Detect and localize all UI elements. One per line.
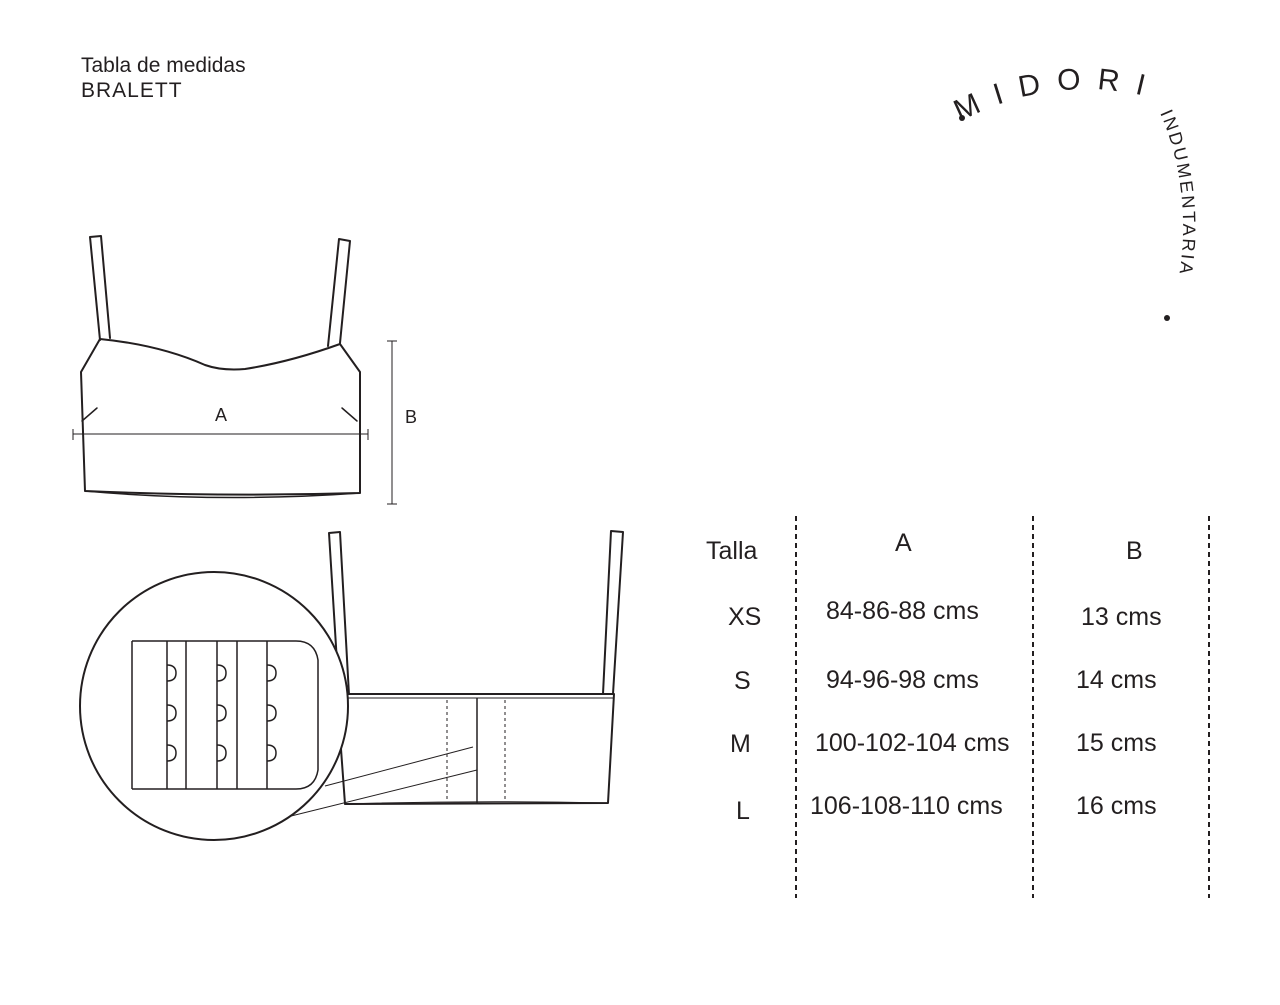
front-left-strap xyxy=(90,236,110,340)
row-b: 16 cms xyxy=(1076,792,1157,820)
front-right-strap xyxy=(328,239,350,346)
svg-text:MIDORI xyxy=(949,63,1164,128)
header-a: A xyxy=(895,529,912,557)
back-body-outline xyxy=(337,694,614,804)
front-dart-right xyxy=(342,408,357,421)
page-title: Tabla de medidas xyxy=(81,54,246,77)
row-a: 94-96-98 cms xyxy=(826,666,979,694)
back-closure xyxy=(447,698,505,803)
table-dividers xyxy=(796,516,1209,898)
hook-and-eye-detail xyxy=(80,572,348,840)
row-a: 106-108-110 cms xyxy=(810,792,1003,820)
row-size: S xyxy=(734,667,751,695)
header-size: Talla xyxy=(706,537,758,565)
back-right-strap xyxy=(603,531,623,694)
front-dart-left xyxy=(82,408,97,421)
brand-tagline: INDUMENTARIA xyxy=(1156,106,1200,278)
brand-name: MIDORI xyxy=(948,62,1165,128)
row-size: M xyxy=(730,730,751,758)
product-name: BRALETT xyxy=(81,79,183,102)
row-size: L xyxy=(736,797,750,825)
row-size: XS xyxy=(728,603,762,631)
dimension-b-line xyxy=(387,341,397,504)
row-b: 14 cms xyxy=(1076,666,1157,694)
row-a: 84-86-88 cms xyxy=(826,597,979,625)
dimension-a-line xyxy=(73,429,368,440)
row-a: 100-102-104 cms xyxy=(815,729,1010,757)
row-b: 13 cms xyxy=(1081,603,1162,631)
dimension-b-label: B xyxy=(405,407,418,427)
dimension-a-label: A xyxy=(215,405,228,425)
header-b: B xyxy=(1126,537,1143,565)
brand-logo xyxy=(949,63,1199,321)
row-b: 15 cms xyxy=(1076,729,1157,757)
svg-text:INDUMENTARIA xyxy=(1156,107,1199,278)
